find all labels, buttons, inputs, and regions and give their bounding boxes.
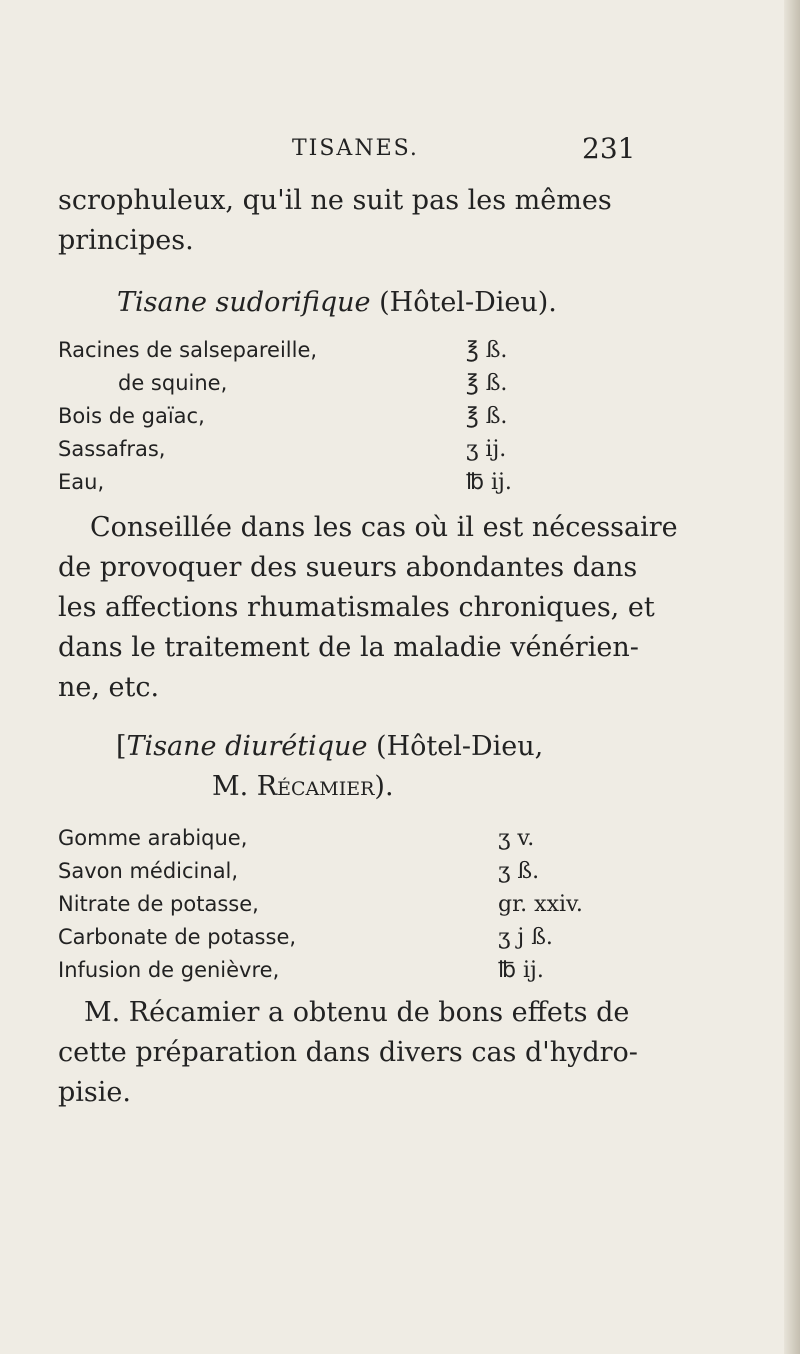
ingredient-name: de squine, <box>118 371 228 395</box>
ingredient-quantity: ʒ j ß. <box>498 925 553 950</box>
text-line: dans le traitement de la maladie vénérien- <box>58 632 639 663</box>
ingredient-row <box>58 892 658 925</box>
ingredient-row <box>58 925 658 958</box>
recipe-title-italic: Tisane diurétique <box>126 731 368 762</box>
bracket: [ <box>116 731 127 762</box>
ingredient-quantity: ℔ ij. <box>466 470 512 495</box>
running-head: TISANES. <box>292 136 419 161</box>
ingredient-quantity: ʒ ß. <box>498 859 540 884</box>
recipe-author: M. Récamier). <box>212 771 394 802</box>
text-line: scrophuleux, qu'il ne suit pas les mêmes <box>58 185 612 216</box>
ingredient-row <box>58 437 658 470</box>
recipe-title-italic: Tisane sudorifique <box>117 287 371 318</box>
text-line: pisie. <box>58 1077 131 1108</box>
recipe-title-source: (Hôtel-Dieu, <box>376 731 544 762</box>
ingredient-quantity: gr. xxiv. <box>498 892 583 917</box>
page-number: 231 <box>582 132 636 165</box>
ingredient-row <box>58 404 658 437</box>
ingredient-name: Nitrate de potasse, <box>58 892 259 916</box>
recipe-title <box>116 727 800 767</box>
ingredient-row <box>58 470 658 503</box>
ingredient-name: Eau, <box>58 470 105 494</box>
ingredient-name: Gomme arabique, <box>58 826 248 850</box>
ingredient-name: Savon médicinal, <box>58 859 239 883</box>
ingredient-quantity: ℥ ß. <box>466 338 508 363</box>
text-line: Conseillée dans les cas où il est nécessaire <box>90 512 678 543</box>
text-line: les affections rhumatismales chroniques, et <box>58 592 655 623</box>
ingredient-row <box>58 338 658 371</box>
book-spine-edge <box>784 0 800 1354</box>
ingredient-quantity: ʒ v. <box>498 826 535 851</box>
ingredient-row <box>58 958 658 991</box>
ingredient-name: Carbonate de potasse, <box>58 925 297 949</box>
ingredient-quantity: ℔ ij. <box>498 958 544 983</box>
ingredient-row <box>58 859 658 892</box>
ingredient-name: Bois de gaïac, <box>58 404 205 428</box>
ingredient-quantity: ℥ ß. <box>466 404 508 429</box>
ingredient-name: Racines de salsepareille, <box>58 338 318 362</box>
recipe-title <box>117 283 800 323</box>
text-line: principes. <box>58 225 194 256</box>
intro-paragraph <box>58 181 658 261</box>
closing-paragraph <box>58 993 658 1113</box>
text-line: cette préparation dans divers cas d'hydro- <box>58 1037 638 1068</box>
text-line: ne, etc. <box>58 672 160 703</box>
ingredient-quantity: ℥ ß. <box>466 371 508 396</box>
ingredient-name: Infusion de genièvre, <box>58 958 280 982</box>
recipe-title-source: (Hôtel-Dieu). <box>379 287 557 318</box>
ingredient-name: Sassafras, <box>58 437 166 461</box>
text-line: de provoquer des sueurs abondantes dans <box>58 552 638 583</box>
ingredient-list <box>58 338 658 503</box>
page-header <box>0 132 800 170</box>
ingredient-quantity: ʒ ij. <box>466 437 507 462</box>
text-line: M. Récamier a obtenu de bons effets de <box>84 997 630 1028</box>
ingredient-list <box>58 826 658 991</box>
ingredient-row <box>58 371 658 404</box>
usage-paragraph <box>58 508 678 708</box>
ingredient-row <box>58 826 658 859</box>
